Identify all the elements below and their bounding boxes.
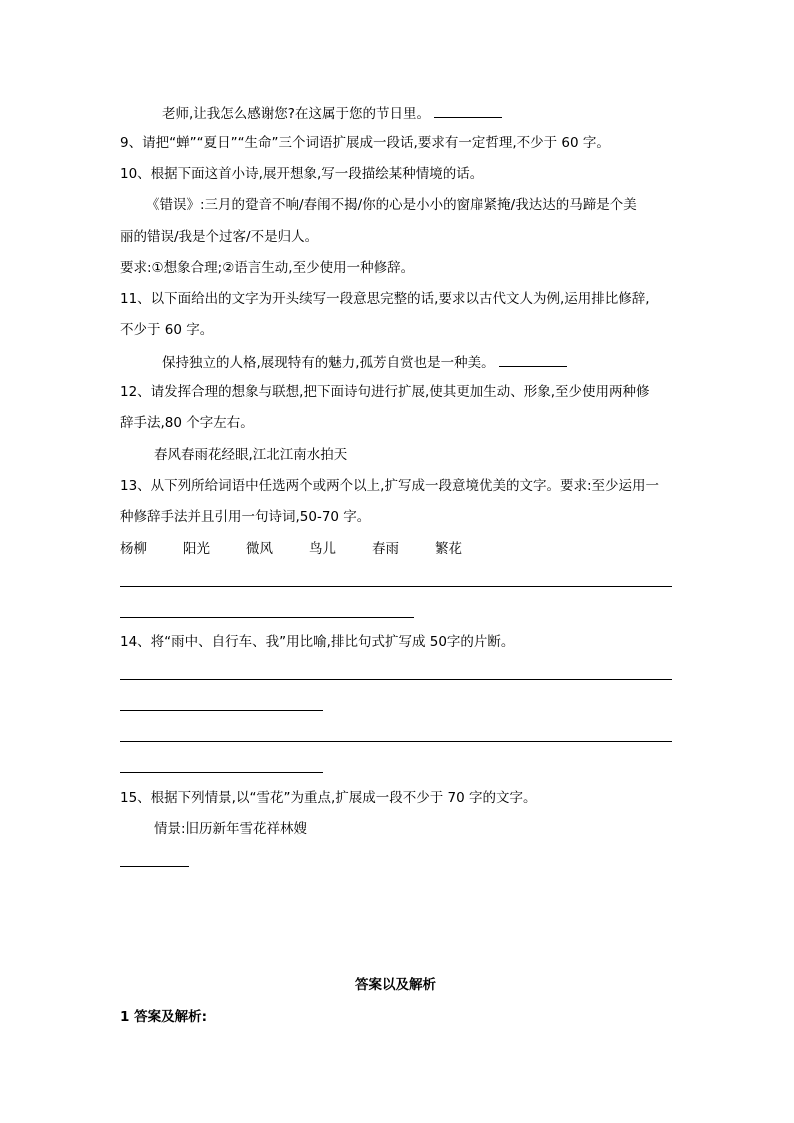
- question-12-poem: 春风春雨花经眼,江北江南水拍天: [154, 447, 348, 463]
- question-10: 10、根据下面这首小诗,展开想象,写一段描绘某种情境的话。: [120, 166, 484, 182]
- question-14: 14、将“雨中、自行车、我”用比喻,排比句式扩写成 50字的片断。: [120, 634, 515, 650]
- line-teacher-thanks: [162, 103, 502, 123]
- question-11-line-1: 11、以下面给出的文字为开头续写一段意思完整的话,要求以古代文人为例,运用排比修辞,: [120, 291, 650, 307]
- question-10-requirement: 要求:①想象合理;②语言生动,至少使用一种修辞。: [120, 260, 415, 276]
- word-item: 繁花: [435, 541, 462, 557]
- question-10-poem-line-2: 丽的错误/我是个过客/不是归人。: [120, 229, 319, 245]
- question-9: 9、请把“蝉”“夏日”“生命”三个词语扩展成一段话,要求有一定哲理,不少于 60 字。: [120, 135, 610, 151]
- question-12-line-2: 辞手法,80 个字左右。: [120, 415, 254, 431]
- answer-rule: [120, 710, 323, 711]
- question-13-line-2: 种修辞手法并且引用一句诗词,50-70 字。: [120, 509, 371, 525]
- question-10-poem-line-1: 《错误》:三月的跫音不响/春闱不揭/你的心是小小的窗扉紧掩/我达达的马蹄是个美: [146, 197, 637, 213]
- question-13-word-list: [120, 540, 498, 558]
- answer-rule: [120, 679, 672, 680]
- question-12-line-1: 12、请发挥合理的想象与联想,把下面诗句进行扩展,使其更加生动、形象,至少使用两种修: [120, 384, 650, 400]
- question-15-scene: 情景:旧历新年雪花祥林嫂: [154, 821, 308, 837]
- answer-rule: [120, 772, 323, 773]
- word-item: 春雨: [372, 541, 399, 557]
- word-item: 鸟儿: [309, 541, 336, 557]
- question-15: 15、根据下列情景,以“雪花”为重点,扩展成一段不少于 70 字的文字。: [120, 790, 537, 806]
- answer-rule: [120, 741, 672, 742]
- word-item: 杨柳: [120, 541, 147, 557]
- word-item: 微风: [246, 541, 273, 557]
- question-13-line-1: 13、从下列所给词语中任选两个或两个以上,扩写成一段意境优美的文字。要求:至少运用一: [120, 478, 660, 494]
- line-text: 保持独立的人格,展现特有的魅力,孤芳自赏也是一种美。: [162, 355, 495, 371]
- answer-rule: [120, 586, 672, 587]
- answer-rule: [120, 866, 189, 867]
- answer-blank: [434, 103, 502, 118]
- answer-1-heading: 1 答案及解析:: [120, 1009, 207, 1025]
- question-11-start-text: [162, 352, 567, 372]
- answer-rule: [120, 617, 414, 618]
- answer-section-title: 答案以及解析: [355, 977, 436, 993]
- line-text: 老师,让我怎么感谢您?在这属于您的节日里。: [162, 106, 430, 122]
- answer-blank: [499, 352, 567, 367]
- question-11-line-2: 不少于 60 字。: [120, 322, 214, 338]
- word-item: 阳光: [183, 541, 210, 557]
